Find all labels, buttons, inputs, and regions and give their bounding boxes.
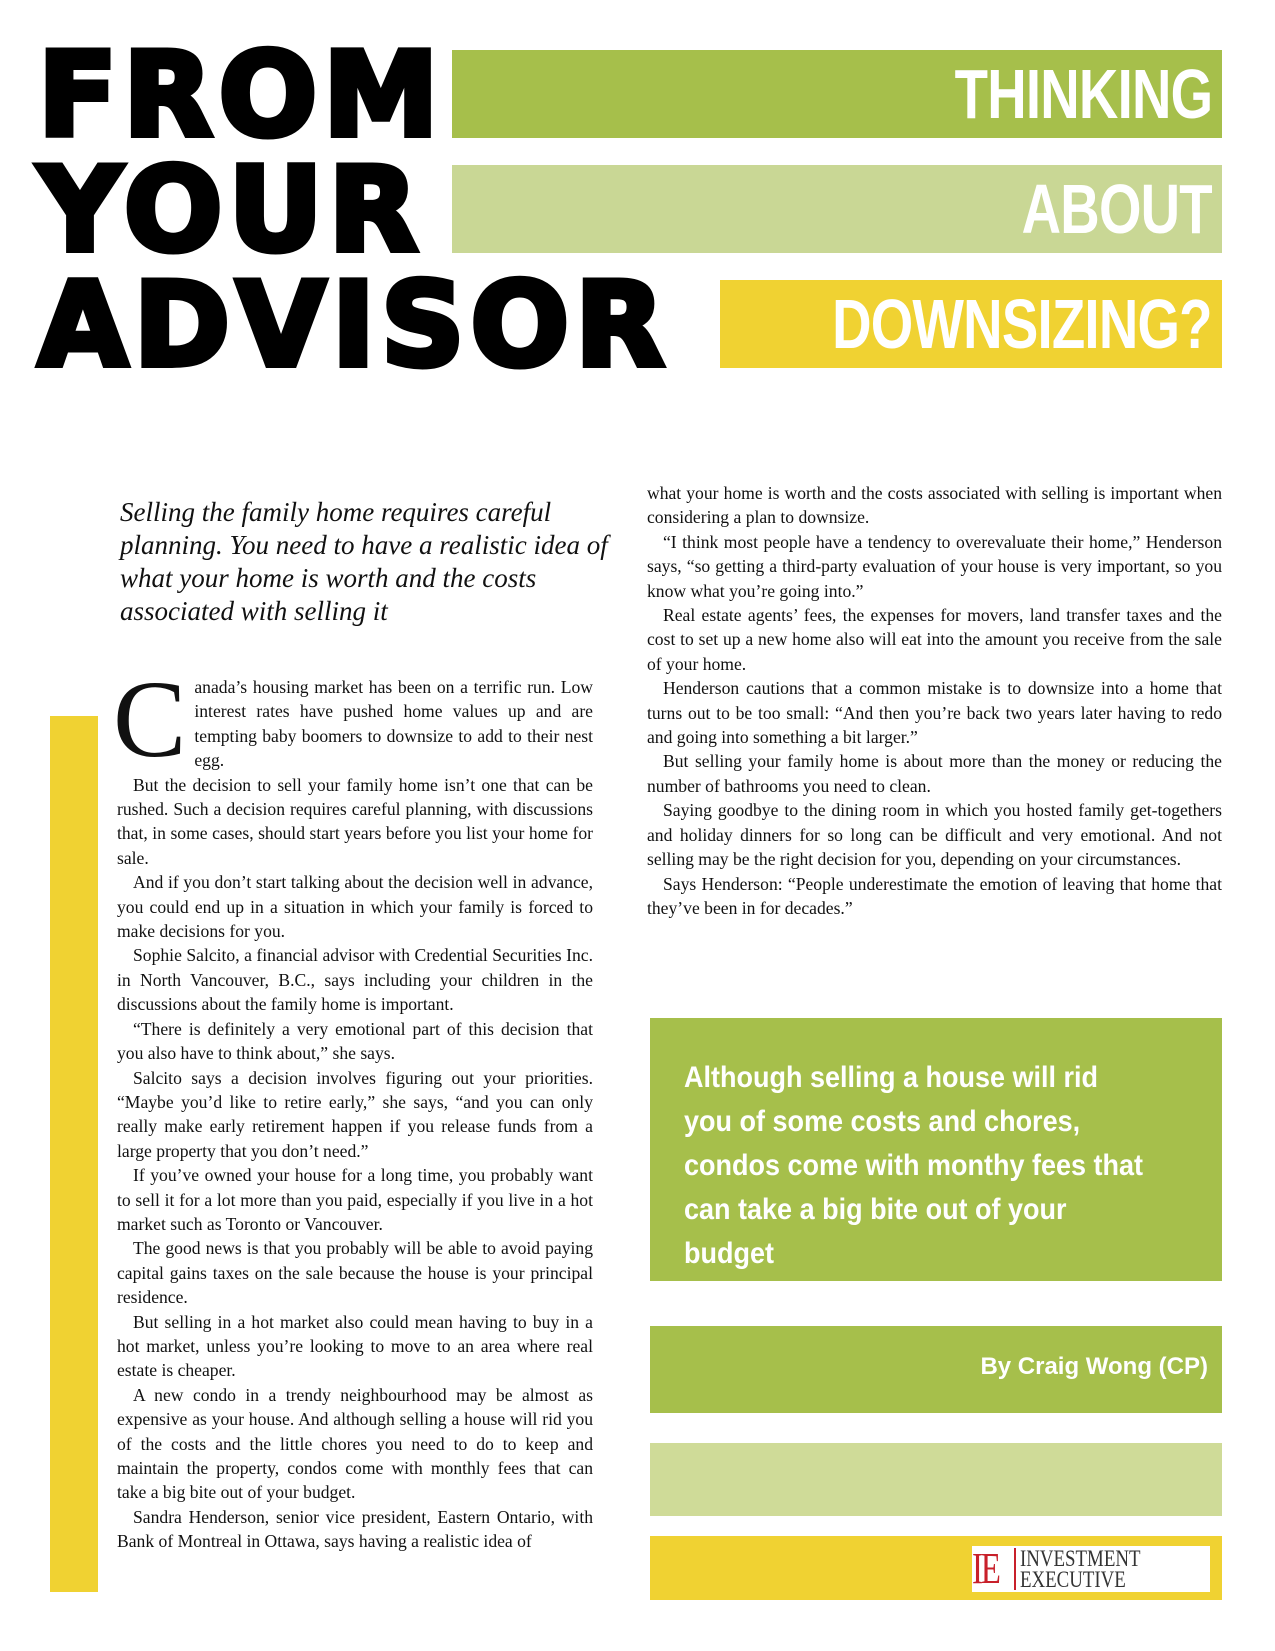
article-paragraph: But selling your family home is about more than the money or reducing the number of bathrooms you need to clean. <box>647 751 1222 796</box>
decorative-box <box>650 1443 1222 1516</box>
byline: By Craig Wong (CP) <box>980 1353 1208 1380</box>
banner-word-thinking: THINKING <box>954 55 1212 133</box>
article-paragraph: Saying goodbye to the dining room in which you hosted family get-togethers and holiday dinners for so long can be difficult and very emotional. And not selling may be the right decision for you, depending on your circumstances. <box>647 800 1222 870</box>
drop-cap: C <box>113 658 187 780</box>
article-paragraph: Real estate agents’ fees, the expenses for movers, land transfer taxes and the cost to set up a new home also will eat into the amount you receive from the sale of your home. <box>647 605 1222 674</box>
section-title-advisor: ADVISOR <box>38 258 671 393</box>
article-paragraph: If you’ve owned your house for a long time, you probably want to sell it for a lot more than you paid, especially if you live in a hot market such as Toronto or Vancouver. <box>117 1165 593 1234</box>
banner-word-about: ABOUT <box>1021 170 1212 248</box>
logo-mark: IE <box>972 1544 999 1593</box>
article-paragraph: Sophie Salcito, a financial advisor with Credential Securities Inc. in North Vancouver, B.C., says including your children in the discussions about the family home is important. <box>117 945 593 1015</box>
accent-bar <box>50 716 98 1592</box>
article-paragraph: “I think most people have a tendency to overevaluate their home,” Henderson says, “so getting a third-party evaluation of your house is very important, so you know what you’re going into.” <box>647 531 1222 601</box>
investment-executive-logo <box>972 1546 1210 1592</box>
article-paragraph: “There is definitely a very emotional part of this decision that you also have to think about,” she says. <box>117 1018 593 1064</box>
logo-divider <box>1014 1548 1016 1590</box>
banner-bar-thinking <box>452 50 1222 138</box>
article-paragraph: And if you don’t start talking about the decision well in advance, you could end up in a situation in which your family is forced to make decisions for you. <box>117 872 593 942</box>
article-paragraph: But selling in a hot market also could mean having to buy in a hot market, unless you’re looking to move to an area where real estate is cheaper. <box>117 1311 593 1381</box>
article-paragraph: Henderson cautions that a common mistake is to downsize into a home that turns out to be too small: “And then you’re back two years later having to redo and going into something a bit larger.” <box>647 678 1222 748</box>
article-paragraph: what your home is worth and the costs associated with selling is important when considering a plan to downsize. <box>647 483 1222 528</box>
banner-bar-about <box>452 165 1222 253</box>
pull-quote-box <box>650 1018 1222 1281</box>
byline-box <box>650 1326 1222 1413</box>
section-title-your: YOUR <box>38 143 424 278</box>
logo-box <box>650 1536 1222 1600</box>
article-dek: Selling the family home requires careful planning. You need to have a realistic idea of what your home is worth and the costs associated with selling it <box>120 497 608 626</box>
section-title-from: FROM <box>38 28 445 163</box>
banner-bar-downsizing <box>720 280 1222 368</box>
logo-line-1: INVESTMENT <box>1020 1546 1141 1571</box>
article-paragraph: Says Henderson: “People underestimate the emotion of leaving that home that they’ve been in for decades.” <box>647 873 1222 918</box>
article-column-right <box>647 481 1222 920</box>
article-paragraph: But the decision to sell your family home isn’t one that can be rushed. Such a decision requires careful planning, with discussions that, in some cases, should start years before you list your home for sale. <box>117 774 593 868</box>
banner-word-downsizing: DOWNSIZING? <box>832 285 1212 363</box>
article-paragraph: Sandra Henderson, senior vice president, Eastern Ontario, with Bank of Montreal in Ottawa, says having a realistic idea of <box>117 1506 593 1552</box>
logo-line-2: EXECUTIVE <box>1020 1567 1126 1592</box>
pull-quote: Although selling a house will rid you of some costs and chores, condos come with monthy fees that can take a big bite out of your budget <box>684 1061 1144 1270</box>
article-paragraph: The good news is that you probably will be able to avoid paying capital gains taxes on the sale because the house is your principal residence. <box>117 1238 593 1308</box>
article-paragraph: Canada’s housing market has been on a terrific run. Low interest rates have pushed home values up and are tempting baby boomers to downsize to add to their nest egg. <box>113 658 593 780</box>
article-column-left <box>113 658 593 1554</box>
logo-wordmark <box>1020 1548 1140 1590</box>
article-paragraph: Salcito says a decision involves figuring out your priorities. “Maybe you’d like to retire early,” she says, “and you can only really make early retirement happen if you release funds from a large property that you don’t need.” <box>117 1067 593 1161</box>
article-paragraph: A new condo in a trendy neighbourhood may be almost as expensive as your house. And although selling a house will rid you of the costs and the little chores you need to do to keep and maintain the property, condos come with monthly fees that can take a big bite out of your budget. <box>117 1384 593 1503</box>
